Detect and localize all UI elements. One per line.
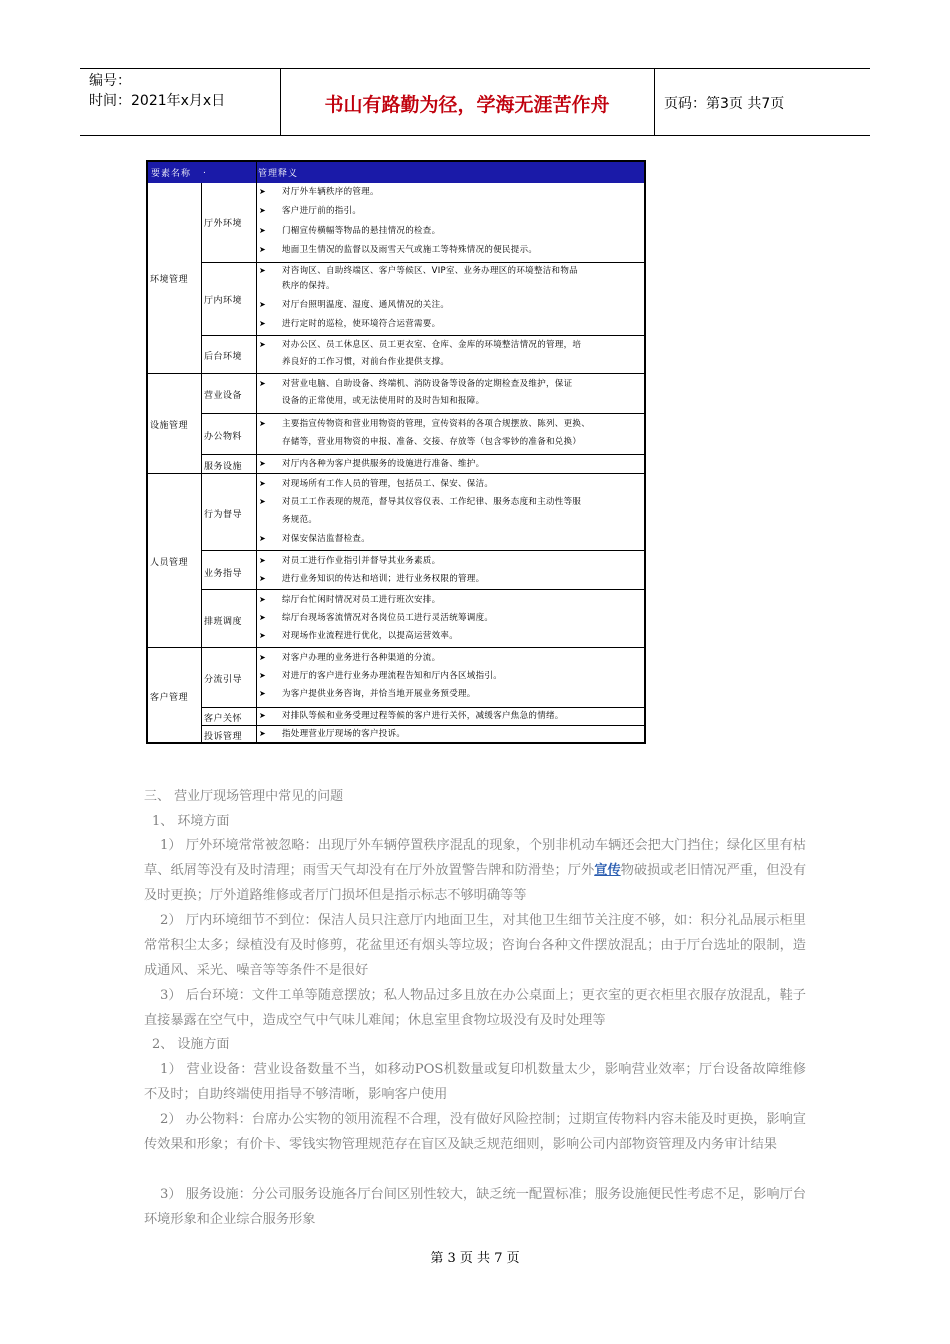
paragraph-service: 3） 服务设施：分公司服务设施各厅台间区别性较大，缺乏统一配置标准；服务设施便民性考虑不足，影响厅台环境形象和企业综合服务形象 (144, 1187, 806, 1227)
sub-triage: 分流引导 (204, 675, 243, 685)
arrow-bullet-icon: ➤ (259, 379, 266, 388)
arrow-bullet-icon: ➤ (259, 595, 266, 604)
table-line: 进行业务知识的传达和培训；进行业务权限的管理。 (282, 574, 485, 584)
table-line: 对排队等候和业务受理过程等候的客户进行关怀，减缓客户焦急的情绪。 (282, 711, 564, 721)
category-staff: 人员管理 (150, 558, 189, 568)
table-line: 综厅台忙闲时情况对员工进行班次安排。 (282, 595, 441, 605)
sub-inside: 厅内环境 (204, 296, 243, 306)
arrow-bullet-icon: ➤ (259, 459, 266, 468)
arrow-bullet-icon: ➤ (259, 340, 266, 349)
arrow-bullet-icon: ➤ (259, 671, 266, 680)
arrow-bullet-icon: ➤ (259, 631, 266, 640)
header-top-rule (80, 68, 870, 69)
arrow-bullet-icon: ➤ (259, 729, 266, 738)
paragraph-outside: 1） 厅外环境常常被忽略：出现厅外车辆停置秩序混乱的现象，个别非机动车辆还会把大门挡住；绿化区里有枯草、纸屑等没有及时清理；雨雪天气却没有在厅外放置警告牌和防滑垫；厅外宣传物破损或老旧情况严重，但没有及时更换；厅外道路维修或者厅门损坏但是指示标志不够明确等等 (144, 838, 807, 903)
header-bottom-rule (80, 135, 870, 136)
header-motto: 书山有路勤为径，学海无涯苦作舟 (324, 94, 610, 116)
category-environment: 环境管理 (150, 275, 189, 285)
management-table (146, 160, 646, 744)
arrow-bullet-icon: ➤ (259, 574, 266, 583)
arrow-bullet-icon: ➤ (259, 479, 266, 488)
arrow-bullet-icon: ➤ (259, 534, 266, 543)
column-header-meaning: 管理释义 (258, 169, 299, 179)
table-line: 对厅台照明温度、湿度、通风情况的关注。 (282, 300, 450, 310)
table-line: 务规范。 (282, 515, 318, 525)
section-heading: 三、 营业厅现场管理中常见的问题 (144, 789, 344, 804)
column-header-name: 要素名称 (151, 169, 192, 179)
table-line: 设备的正常使用，或无法使用时的及时告知和报障。 (282, 396, 485, 406)
table-line: 对营业电脑、自助设备、终端机、消防设备等设备的定期检查及维护，保证 (282, 379, 573, 389)
arrow-bullet-icon: ➤ (259, 319, 266, 328)
table-line: 对员工进行作业指引并督导其业务素质。 (282, 556, 441, 566)
sub-supplies: 办公物料 (204, 432, 243, 442)
arrow-bullet-icon: ➤ (259, 300, 266, 309)
table-line: 对现场作业流程进行优化，以提高运营效率。 (282, 631, 459, 641)
category-facilities: 设施管理 (150, 421, 189, 431)
paragraph-inside: 2） 厅内环境细节不到位：保洁人员只注意厅内地面卫生，对其他卫生细节关注度不够，如：积分礼品展示柜里常常积尘太多；绿植没有及时修剪，花盆里还有烟头等垃圾；咨询台各种文件摆放混乱；由于厅台选址的限制，造成通风、采光、噪音等等条件不是很好 (144, 913, 806, 978)
time-label: 时间：2021年x月x日 (89, 93, 226, 109)
subheading-environment: 1、 环境方面 (152, 814, 230, 829)
arrow-bullet-icon: ➤ (259, 266, 266, 275)
table-line: 对保安保洁监督检查。 (282, 534, 371, 544)
category-customer: 客户管理 (150, 693, 189, 703)
paragraph-supplies: 2） 办公物料：台席办公实物的领用流程不合理，没有做好风险控制；过期宣传物料内容未能及时更换，影响宣传效果和形象；有价卡、零钱实物管理规范存在盲区及缺乏规范细则，影响公司内部物资管理及内务审计结果 (144, 1112, 806, 1152)
table-line: 门楣宣传横幅等物品的悬挂情况的检查。 (282, 226, 441, 236)
paragraph-backstage: 3） 后台环境：文件工单等随意摆放；私人物品过多且放在办公桌面上；更衣室的更衣柜里衣服存放混乱，鞋子直接暴露在空气中，造成空气中气味儿难闻；休息室里食物垃圾没有及时处理等 (144, 988, 806, 1028)
table-line: 客户进厅前的指引。 (282, 206, 362, 216)
table-line: 主要指宣传物资和营业用物资的管理，宣传资料的各项合规摆放、陈列、更换、 (282, 419, 591, 429)
table-line: 指处理营业厅现场的客户投诉。 (282, 729, 406, 739)
link-publicity[interactable]: 宣传 (594, 863, 621, 878)
table-line: 对厅内各种为客户提供服务的设施进行准备、维护。 (282, 459, 485, 469)
table-line: 对办公区、员工休息区、员工更衣室、仓库、金库的环境整洁情况的管理，培 (282, 340, 582, 350)
sub-care: 客户关怀 (204, 714, 243, 724)
sub-complaint: 投诉管理 (204, 732, 243, 742)
subheading-facilities: 2、 设施方面 (152, 1037, 230, 1052)
arrow-bullet-icon: ➤ (259, 245, 266, 254)
table-line: 对厅外车辆秩序的管理。 (282, 187, 379, 197)
sub-backstage: 后台环境 (204, 352, 243, 362)
table-line: 为客户提供业务咨询，并恰当地开展业务预受理。 (282, 689, 476, 699)
table-line: 养良好的工作习惯，对前台作业提供支撑。 (282, 357, 450, 367)
arrow-bullet-icon: ➤ (259, 206, 266, 215)
table-line: 秩序的保持。 (282, 281, 335, 291)
table-line: 地面卫生情况的监督以及雨雪天气或施工等特殊情况的便民提示。 (282, 245, 538, 255)
arrow-bullet-icon: ➤ (259, 689, 266, 698)
sub-supervise: 行为督导 (204, 510, 243, 520)
arrow-bullet-icon: ➤ (259, 711, 266, 720)
arrow-bullet-icon: ➤ (259, 613, 266, 622)
arrow-bullet-icon: ➤ (259, 226, 266, 235)
page-footer: 第 3 页 共 7 页 (430, 1251, 520, 1266)
header-left (89, 71, 225, 111)
sub-service: 服务设施 (204, 462, 243, 472)
table-line: 对客户办理的业务进行各种渠道的分流。 (282, 653, 441, 663)
arrow-bullet-icon: ➤ (259, 497, 266, 506)
paragraph-devices: 1） 营业设备：营业设备数量不当，如移动POS机数量或复印机数量太少，影响营业效率；厅台设备故障维修不及时；自助终端使用指导不够清晰，影响客户使用 (144, 1062, 806, 1102)
table-line: 存储等，营业用物资的申报、准备、交接、存放等（包含零钞的准备和兑换） (282, 437, 582, 447)
header-divider-right (654, 68, 655, 136)
sub-devices: 营业设备 (204, 391, 243, 401)
arrow-bullet-icon: ➤ (259, 419, 266, 428)
header-page-label: 页码：第3页 共7页 (664, 96, 785, 112)
sub-guide: 业务指导 (204, 569, 243, 579)
serial-label: 编号： (89, 73, 131, 89)
arrow-bullet-icon: ➤ (259, 187, 266, 196)
sub-outside: 厅外环境 (204, 219, 243, 229)
table-line: 综厅台现场客流情况对各岗位员工进行灵活统筹调度。 (282, 613, 494, 623)
table-line: 对进厅的客户进行业务办理流程告知和厅内各区域指引。 (282, 671, 503, 681)
arrow-bullet-icon: ➤ (259, 653, 266, 662)
table-header: 要素名称 . 管理释义 (148, 162, 644, 183)
arrow-bullet-icon: ➤ (259, 556, 266, 565)
table-line: 对现场所有工作人员的管理，包括员工、保安、保洁。 (282, 479, 494, 489)
table-line: 对咨询区、自助终端区、客户等候区、VIP室、业务办理区的环境整洁和物品 (282, 266, 578, 276)
sub-schedule: 排班调度 (204, 617, 243, 627)
table-line: 对员工工作表现的规范，督导其仪容仪表、工作纪律、服务态度和主动性等服 (282, 497, 582, 507)
table-line: 进行定时的巡检，使环境符合运营需要。 (282, 319, 441, 329)
